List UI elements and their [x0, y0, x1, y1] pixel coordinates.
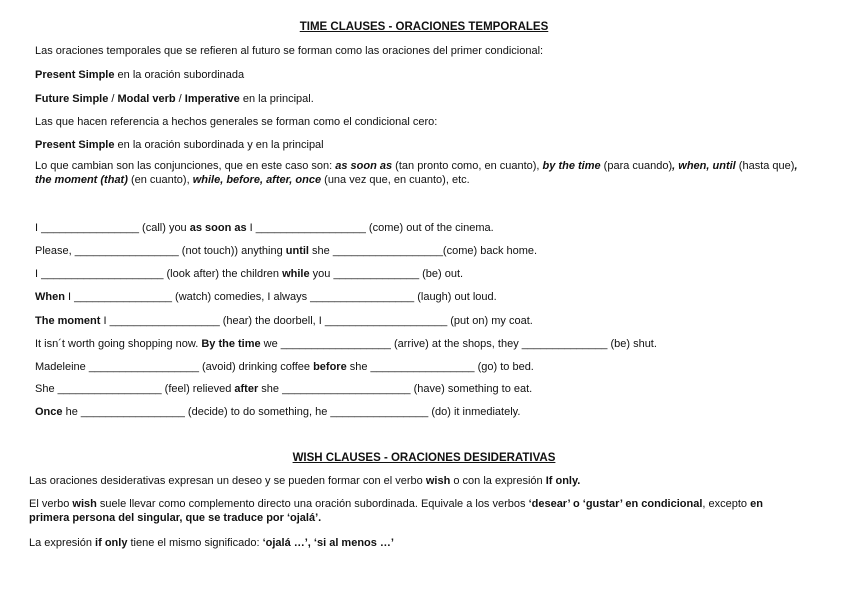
- exercise-line: [35, 221, 494, 235]
- conj-text: Lo que cambian son las conjunciones, que en este caso son:: [35, 160, 336, 172]
- rule-separator: /: [175, 93, 185, 105]
- exercise-text: I ________________ (call) you: [35, 222, 190, 234]
- exercise-line: [35, 337, 657, 351]
- conj-keyword: as soon as: [335, 160, 393, 172]
- wish-paragraph-3: [29, 536, 394, 550]
- wish-text: tiene el mismo significado:: [127, 537, 263, 549]
- conj-keyword: while, before, after, once: [192, 174, 322, 186]
- exercise-text: It isn´t worth going shopping now.: [35, 338, 202, 350]
- wish-text: suele llevar como complemento directo una oración subordinada. Equivale a los verbos: [96, 498, 529, 510]
- exercise-line: [35, 267, 463, 281]
- exercise-keyword: before: [313, 361, 347, 373]
- rule-keyword: Modal verb: [117, 93, 176, 105]
- exercise-line: [35, 405, 520, 419]
- rule-text: en la principal.: [239, 93, 314, 105]
- conj-keyword: by the time: [542, 160, 601, 172]
- exercise-text: I ________________ (watch) comedies, I always _________________ (laugh) out loud.: [64, 291, 497, 303]
- wish-keyword: ‘ojalá …’, ‘si al menos …’: [262, 537, 394, 549]
- wish-keyword: wish: [72, 498, 97, 510]
- wish-keyword: wish: [425, 475, 451, 487]
- exercise-text: she _________________ (go) to bed.: [346, 361, 534, 373]
- exercise-keyword: The moment: [35, 315, 101, 327]
- conj-text: (una vez que, en cuanto), etc.: [321, 174, 470, 186]
- conj-text: (hasta que): [738, 160, 795, 172]
- wish-paragraph-2: [29, 497, 799, 525]
- exercise-keyword: Once: [35, 406, 63, 418]
- exercise-text: Please, _________________ (not touch)) anything: [35, 245, 286, 257]
- wish-keyword: en primera persona del singular, que se traduce por ‘ojalá’.: [29, 498, 763, 524]
- general-facts-text: Las que hacen referencia a hechos generales se forman como el condicional cero:: [35, 116, 438, 128]
- exercise-text: we __________________ (arrive) at the shops, they ______________ (be) shut.: [260, 338, 657, 350]
- exercise-line: [35, 314, 533, 328]
- exercise-line: [35, 290, 497, 304]
- rule-present-simple: [35, 68, 244, 82]
- exercise-line: [35, 360, 534, 374]
- wish-paragraph-1: [29, 474, 580, 488]
- exercise-text: you ______________ (be) out.: [309, 268, 464, 280]
- wish-text: , excepto: [702, 498, 751, 510]
- exercise-keyword: By the time: [201, 338, 261, 350]
- exercise-line: [35, 244, 537, 258]
- rule-keyword: Present Simple: [35, 139, 115, 151]
- exercise-text: I __________________ (hear) the doorbell, I ____________________ (put on) my coat.: [100, 315, 533, 327]
- rule-text: en la oración subordinada: [114, 69, 245, 81]
- conj-text: (en cuanto),: [127, 174, 193, 186]
- rule-keyword: Future Simple: [35, 93, 109, 105]
- wish-keyword: ‘desear’ o ‘gustar’ en condicional: [528, 498, 703, 510]
- wish-keyword: If only.: [545, 475, 581, 487]
- wish-text: La expresión: [29, 537, 96, 549]
- exercise-keyword: after: [234, 383, 259, 395]
- time-clauses-title: TIME CLAUSES - ORACIONES TEMPORALES: [299, 21, 549, 33]
- exercise-keyword: When: [35, 291, 65, 303]
- conj-keyword: , the moment (that): [35, 160, 798, 186]
- conj-text: (tan pronto como, en cuanto),: [392, 160, 543, 172]
- exercise-text: he _________________ (decide) to do something, he ________________ (do) it inmediately.: [62, 406, 521, 418]
- wish-text: Las oraciones desiderativas expresan un deseo y se pueden formar con el verbo: [29, 475, 426, 487]
- conj-keyword: , when, until: [672, 160, 736, 172]
- conj-text: (para cuando): [600, 160, 673, 172]
- rule-separator: /: [108, 93, 118, 105]
- exercise-text: I ____________________ (look after) the children: [35, 268, 283, 280]
- conjunctions-paragraph: [35, 159, 815, 187]
- wish-text: El verbo: [29, 498, 73, 510]
- exercise-keyword: until: [285, 245, 309, 257]
- exercise-keyword: while: [282, 268, 310, 280]
- rule-keyword: Present Simple: [35, 69, 115, 81]
- wish-clauses-title: WISH CLAUSES - ORACIONES DESIDERATIVAS: [292, 452, 556, 464]
- wish-text: o con la expresión: [450, 475, 546, 487]
- wish-keyword: if only: [95, 537, 128, 549]
- exercise-line: [35, 382, 532, 396]
- rule-keyword: Imperative: [184, 93, 240, 105]
- time-intro: Las oraciones temporales que se refieren al futuro se forman como las oraciones del primer condicional:: [35, 45, 544, 57]
- rule-text: en la oración subordinada y en la principal: [114, 139, 324, 151]
- exercise-text: she __________________(come) back home.: [308, 245, 538, 257]
- exercise-keyword: as soon as: [189, 222, 247, 234]
- exercise-text: Madeleine __________________ (avoid) drinking coffee: [35, 361, 314, 373]
- rule-present-simple-both: [35, 138, 324, 152]
- exercise-text: I __________________ (come) out of the cinema.: [246, 222, 494, 234]
- exercise-text: She _________________ (feel) relieved: [35, 383, 235, 395]
- rule-future-modal-imperative: [35, 92, 314, 106]
- exercise-text: she _____________________ (have) something to eat.: [258, 383, 533, 395]
